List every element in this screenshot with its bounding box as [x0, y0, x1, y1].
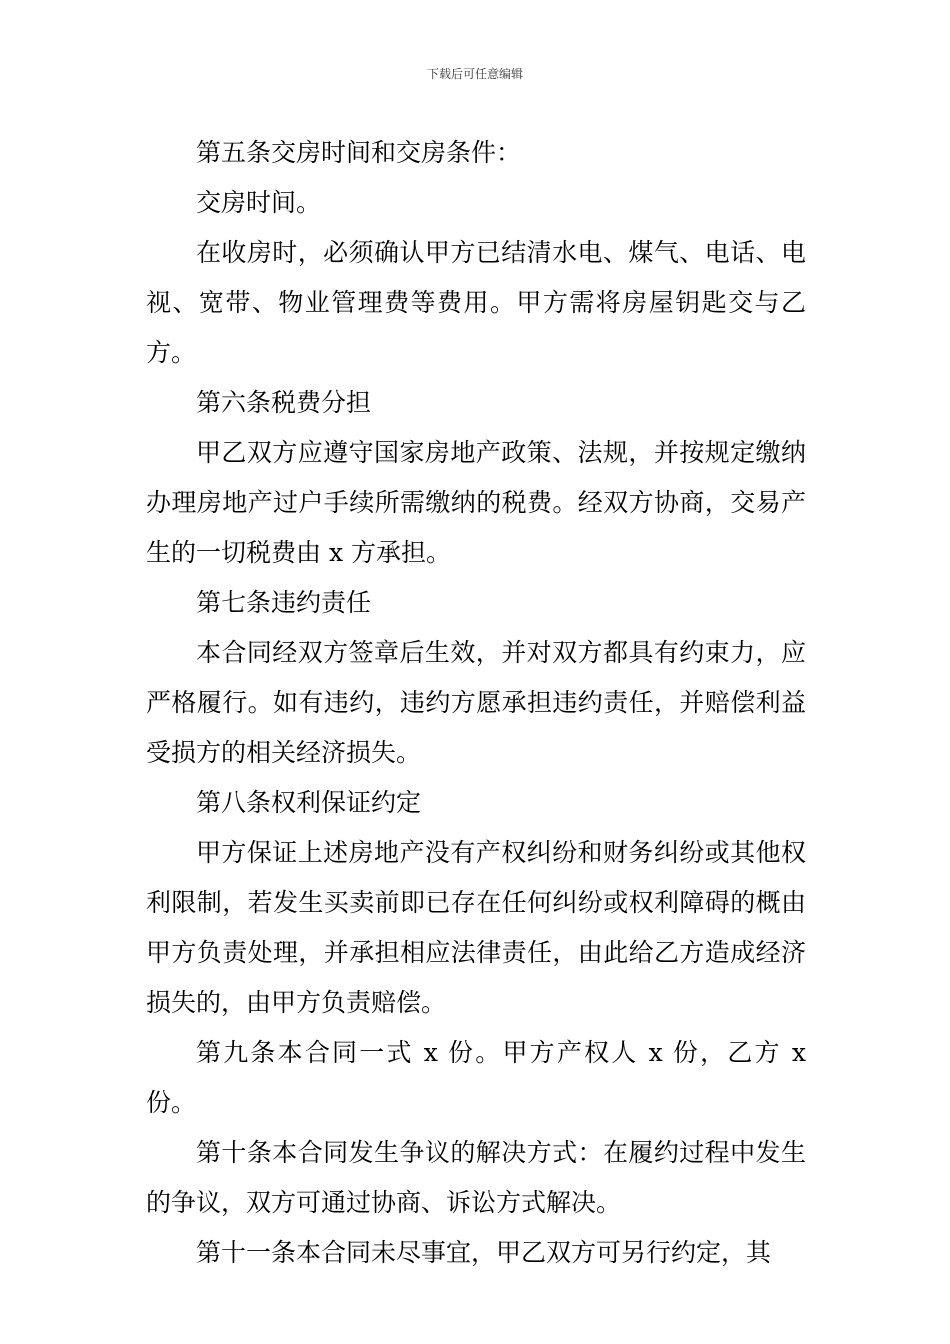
paragraph-article9: 第九条本合同一式 x 份。甲方产权人 x 份，乙方 x 份。 — [146, 1038, 806, 1117]
paragraph-article5-title: 第五条交房时间和交房条件： — [196, 138, 522, 167]
paragraph-breach-liability: 本合同经双方签章后生效，并对双方都具有约束力，应严格履行。如有违约，违约方愿承担违约责任，并赔偿利益受损方的相关经济损失。 — [146, 638, 806, 767]
paragraph-article11: 第十一条本合同未尽事宜，甲乙双方可另行约定，其 — [196, 1238, 772, 1267]
page-header-note: 下载后可任意编辑 — [426, 67, 523, 81]
paragraph-handover-time: 交房时间。 — [196, 188, 322, 217]
paragraph-handover-conditions: 在收房时，必须确认甲方已结清水电、煤气、电话、电视、宽带、物业管理费等费用。甲方需将房屋钥匙交与乙方。 — [146, 238, 806, 367]
paragraph-article6-title: 第六条税费分担 — [196, 388, 372, 417]
paragraph-article7-title: 第七条违约责任 — [196, 588, 372, 617]
paragraph-tax-sharing: 甲乙双方应遵守国家房地产政策、法规，并按规定缴纳办理房地产过户手续所需缴纳的税费。经双方协商，交易产生的一切税费由 x 方承担。 — [146, 438, 806, 567]
paragraph-article8-title: 第八条权利保证约定 — [196, 788, 422, 817]
paragraph-article10: 第十条本合同发生争议的解决方式：在履约过程中发生的争议，双方可通过协商、诉讼方式解决。 — [146, 1138, 806, 1217]
paragraph-rights-guarantee: 甲方保证上述房地产没有产权纠纷和财务纠纷或其他权利限制，若发生买卖前即已存在任何纠纷或权利障碍的概由甲方负责处理，并承担相应法律责任，由此给乙方造成经济损失的，由甲方负责赔偿。 — [146, 838, 806, 1017]
document-body — [146, 128, 806, 1278]
